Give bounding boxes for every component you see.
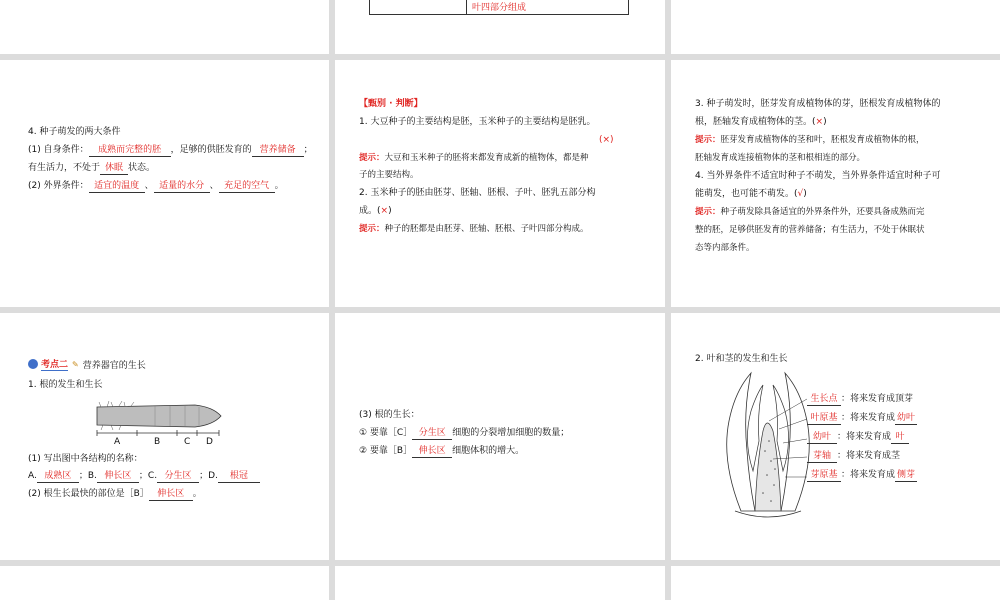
figure-label-d: D [206,437,213,447]
bud-row-4: 芽轴 ：将来发育成茎 [807,450,900,463]
bud-base [735,511,801,517]
answer-lateral-bud: 侧芽 [897,470,916,480]
section-title: 4. 种子萌发的两大条件 [28,127,121,137]
question-2-line-1: 2. 玉米种子的胚由胚芽、胚轴、胚根、子叶、胚乳五部分构 [359,188,596,198]
answer-young-leaf-label: 幼叶 [807,432,837,444]
topic-header [28,357,146,371]
question-4-line-1: 4. 当外界条件不适宜时种子不萌发，当外界条件适宜时种子可 [695,171,941,181]
growth-title: (3) 根的生长： [359,410,420,420]
slide-6-judgement-cont [671,60,1000,307]
question-1: 1. 大豆种子的主要结构是胚，玉米种子的主要结构是胚乳。 [359,117,596,127]
table-divider [466,0,467,14]
slide-11 [335,566,665,600]
topic-badge: 考点二 [41,357,68,371]
answer-leaf: 叶 [891,432,909,444]
answer-elongation: 伸长区 [412,446,452,458]
answer-dormancy: 休眠 [100,163,128,175]
question-3-line-2: 根，胚轴发育成植物体的茎。(×) [695,117,827,127]
slide-8-root-growth-cont [335,313,665,560]
hint-3-line-2: 胚轴发育成连接植物体的茎和根相连的部分。 [695,153,866,163]
bud-row-2: 叶原基 ：将来发育成 幼叶 [807,412,917,425]
hint-2: 提示：种子的胚都是由胚芽、胚轴、胚根、子叶四部分构成。 [359,224,589,234]
hint-4-line-2: 整的胚，足够供胚发育的营养储备；有生活力，不处于休眠状 [695,225,925,235]
slide-9-bud-growth [671,313,1000,560]
slide-2 [335,0,665,54]
bud-row-1: 生长点 ：将来发育成顶芽 [807,393,913,406]
bud-row-3: 幼叶 ：将来发育成 叶 [807,431,909,444]
slide-3 [671,0,1000,54]
growth-line-2: ② 要靠［B］ 伸长区 细胞体积的增大。 [359,446,525,456]
bud-row-5: 芽原基 ：将来发育成 侧芽 [807,469,917,482]
figure-label-c: C [184,437,191,447]
answer-fastest-zone: 伸长区 [149,489,193,501]
root-question-2: (2) 根生长最快的部位是［B］ 伸长区 。 [28,489,202,499]
hint-4-line-1: 提示：种子萌发除具备适宜的外界条件外，还要具备成熟而完 [695,207,925,217]
slide-1 [0,0,329,54]
answer-temperature: 适宜的温度 [89,181,145,193]
answer-bud-axis: 芽轴 [807,451,837,463]
answer-mature-embryo: 成熟而完整的胚 [89,145,171,157]
question-4-line-2: 能萌发，也可能不萌发。(√) [695,189,807,199]
badge-icon [28,359,38,369]
root-question-1: (1) 写出图中各结构的名称： [28,454,143,464]
figure-label-a: A [114,437,121,447]
answer-b: 伸长区 [97,471,139,483]
answer-young-leaf: 幼叶 [897,413,916,423]
root-answers-line: A. 成熟区 ；B. 伸长区 ；C. 分生区 ；D. 根冠 [28,470,260,483]
root-body [97,405,221,427]
table-fragment [369,0,629,15]
question-2-line-2: 成。(×) [359,206,392,216]
bud-section-figure [711,371,821,521]
hint-1-line-2: 子的主要结构。 [359,170,419,180]
slide-7-root-growth [0,313,329,560]
slide-12 [671,566,1000,600]
hint-1-line-1: 提示：大豆和玉米种子的胚将来都发育成新的植物体，都是种 [359,153,589,163]
bud-title: 2. 叶和茎的发生和生长 [695,354,788,364]
answer-meristem: 分生区 [412,428,452,440]
question-3-line-1: 3. 种子萌发时，胚芽发育成植物体的芽，胚根发育成植物体的 [695,99,941,109]
hint-3-line-1: 提示：胚芽发育成植物体的茎和叶，胚根发育成植物体的根， [695,135,925,145]
hint-4-line-3: 态等内部条件。 [695,243,755,253]
answer-bud-primordium: 芽原基 [807,470,841,482]
internal-conditions-line: (1) 自身条件： 成熟而完整的胚 ，足够的供胚发育的 营养储备 ； [28,145,313,155]
slide-10 [0,566,329,600]
topic-title: 营养器官的生长 [82,360,146,371]
root-subtitle: 1. 根的发生和生长 [28,380,103,390]
answer-d: 根冠 [218,471,260,483]
question-1-mark: (×) [599,135,614,145]
slide-4-germination-conditions [0,60,329,307]
figure-label-b: B [154,437,161,447]
answer-a: 成熟区 [37,471,79,483]
answer-c: 分生区 [157,471,199,483]
dormancy-line: 有生活力，不处于 休眠 状态。 [28,163,156,173]
answer-growth-point: 生长点 [807,394,841,406]
external-conditions-line: (2) 外界条件： 适宜的温度 、 适量的水分 、 充足的空气 。 [28,181,284,191]
answer-air: 充足的空气 [219,181,275,193]
answer-leaf-primordium: 叶原基 [807,413,841,425]
pencil-icon: ✎ [72,359,79,369]
judgement-header: 【甄别 · 判断】 [359,99,423,109]
growth-line-1: ① 要靠［C］ 分生区 细胞的分裂增加细胞的数量； [359,428,570,438]
answer-water: 适量的水分 [154,181,210,193]
answer-nutrient-reserve: 营养储备 [252,145,304,157]
table-cell-text: 叶四部分组成 [472,3,527,13]
slide-5-judgement [335,60,665,307]
